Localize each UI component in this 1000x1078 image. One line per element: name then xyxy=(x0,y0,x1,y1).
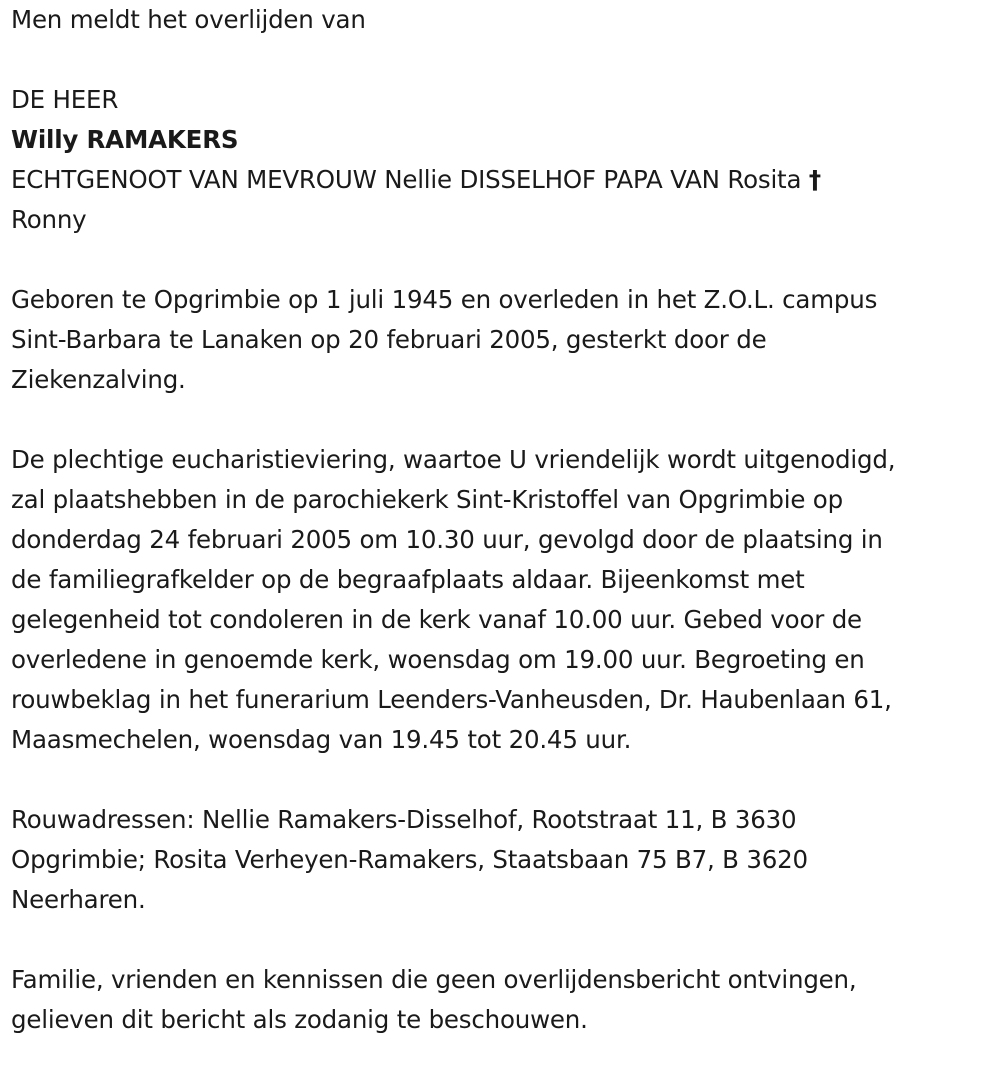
paragraph-line: overledene in genoemde kerk, woensdag om 19.00 uur. Begroeting en xyxy=(11,645,865,674)
paragraph-line: Sint-Barbara te Lanaken op 20 februari 2005, gesterkt door de xyxy=(11,325,767,354)
paragraph-line: Opgrimbie; Rosita Verheyen-Ramakers, Staatsbaan 75 B7, B 3620 xyxy=(11,845,808,874)
spacer xyxy=(11,40,996,80)
spacer xyxy=(11,240,996,280)
paragraph-line: Ziekenzalving. xyxy=(11,365,186,394)
spacer xyxy=(11,400,996,440)
relations-text: ECHTGENOOT VAN MEVROUW Nellie DISSELHOF PAPA VAN Rosita xyxy=(11,165,802,194)
relations-paragraph xyxy=(11,160,996,240)
paragraph-line: de familiegrafkelder op de begraafplaats aldaar. Bijeenkomst met xyxy=(11,565,805,594)
paragraph-line: gelegenheid tot condoleren in de kerk vanaf 10.00 uur. Gebed voor de xyxy=(11,605,862,634)
intro-text: Men meldt het overlijden van xyxy=(11,5,366,34)
closing-paragraph xyxy=(11,960,996,1040)
spacer xyxy=(11,760,996,800)
ceremony-paragraph xyxy=(11,440,996,760)
deceased-name: Willy RAMAKERS xyxy=(11,125,239,154)
paragraph-line: Maasmechelen, woensdag van 19.45 tot 20.45 uur. xyxy=(11,725,632,754)
salutation: DE HEER xyxy=(11,85,119,114)
paragraph-line: Familie, vrienden en kennissen die geen overlijdensbericht ontvingen, xyxy=(11,965,857,994)
relations-line: Ronny xyxy=(11,205,87,234)
relations-line xyxy=(11,160,996,200)
addresses-paragraph xyxy=(11,800,996,920)
paragraph-line: Rouwadressen: Nellie Ramakers-Disselhof, Rootstraat 11, B 3630 xyxy=(11,805,797,834)
paragraph-line: rouwbeklag in het funerarium Leenders-Vanheusden, Dr. Haubenlaan 61, xyxy=(11,685,892,714)
paragraph-line: donderdag 24 februari 2005 om 10.30 uur, gevolgd door de plaatsing in xyxy=(11,525,883,554)
paragraph-line: Neerharen. xyxy=(11,885,146,914)
cross-icon: † xyxy=(808,165,821,194)
paragraph-line: De plechtige eucharistieviering, waartoe U vriendelijk wordt uitgenodigd, xyxy=(11,445,896,474)
death-notice xyxy=(11,0,996,1040)
birth-death-paragraph xyxy=(11,280,996,400)
spacer xyxy=(11,920,996,960)
paragraph-line: zal plaatshebben in de parochiekerk Sint-Kristoffel van Opgrimbie op xyxy=(11,485,843,514)
paragraph-line: Geboren te Opgrimbie op 1 juli 1945 en overleden in het Z.O.L. campus xyxy=(11,285,878,314)
paragraph-line: gelieven dit bericht als zodanig te beschouwen. xyxy=(11,1005,588,1034)
